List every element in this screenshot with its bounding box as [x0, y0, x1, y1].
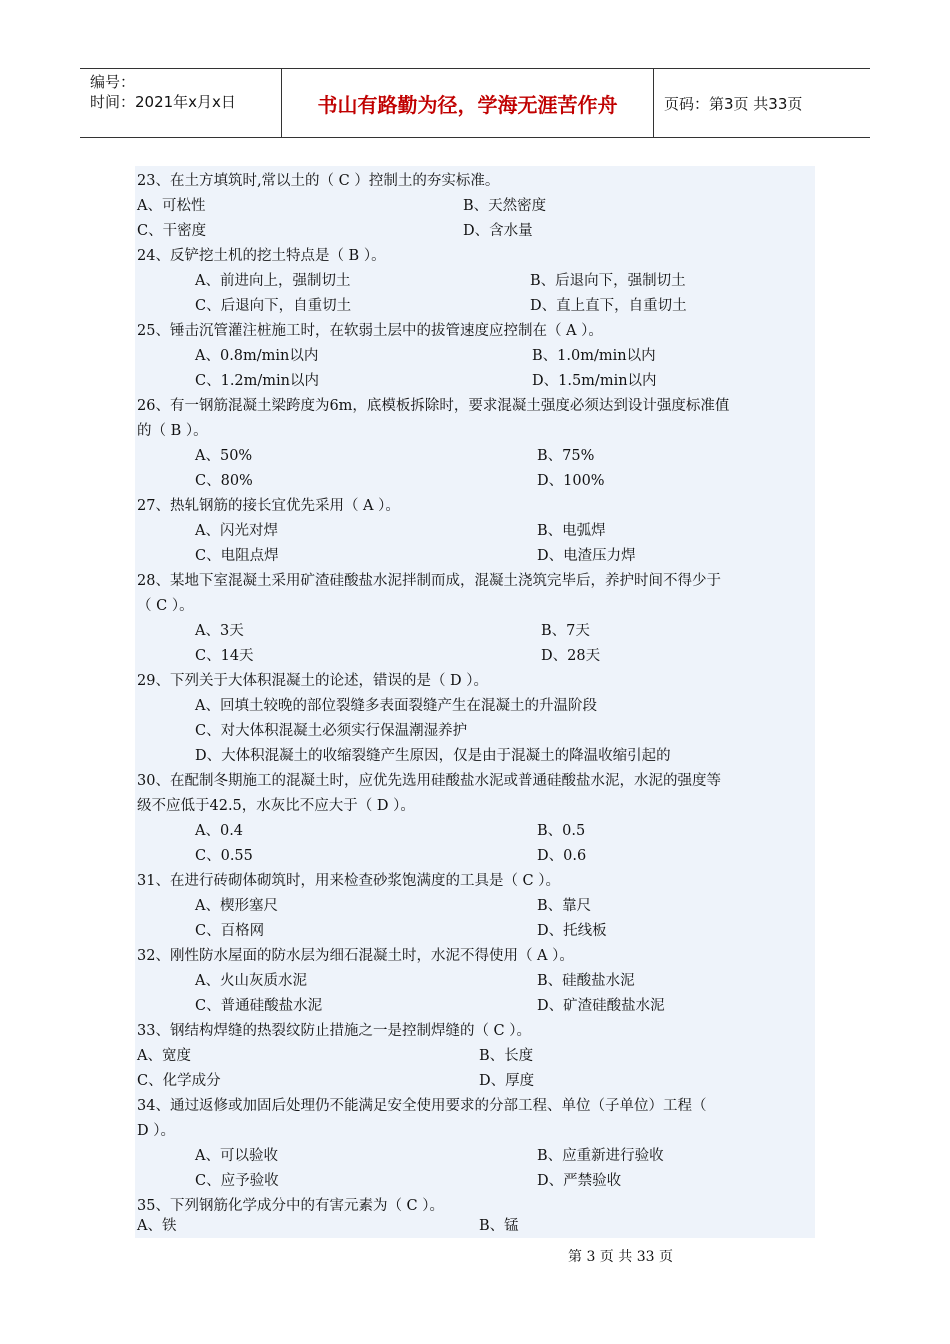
option-d: D、厚度 [479, 1073, 535, 1089]
option-b: B、75% [537, 448, 595, 464]
option-c: C、干密度 [137, 223, 207, 239]
page-header [80, 68, 870, 138]
option-b: B、锰 [479, 1218, 519, 1234]
option-a: A、铁 [137, 1218, 177, 1234]
option-b: B、后退向下，强制切土 [530, 273, 686, 289]
page-footer: 第 3 页 共 33 页 [568, 1249, 673, 1265]
option-c: C、后退向下，自重切土 [195, 298, 352, 314]
document-number-label: 编号： [90, 73, 136, 91]
option-c: C、80% [195, 473, 253, 489]
option-b: B、靠尺 [537, 898, 592, 914]
question-text: 35、下列钢筋化学成分中的有害元素为（ C ）。 [137, 1198, 445, 1214]
option-a: A、宽度 [137, 1048, 191, 1064]
option-a: A、0.8m/min以内 [195, 348, 319, 364]
question-text-continued: 的（ B ）。 [137, 423, 208, 439]
option-a: A、回填土较晚的部位裂缝多表面裂缝产生在混凝土的升温阶段 [195, 698, 597, 714]
question-text: 29、下列关于大体积混凝土的论述，错误的是（ D ）。 [137, 673, 489, 689]
question-text-continued: 级不应低于42.5，水灰比不应大于（ D ）。 [137, 798, 415, 814]
option-d: D、大体积混凝土的收缩裂缝产生原因，仅是由于混凝土的降温收缩引起的 [195, 748, 671, 764]
question-text: 23、在土方填筑时,常以土的（ C ）控制土的夯实标准。 [137, 173, 500, 189]
question-text: 34、通过返修或加固后处理仍不能满足安全使用要求的分部工程、单位（子单位）工程（ [137, 1098, 707, 1114]
question-text: 26、有一钢筋混凝土梁跨度为6m，底模板拆除时，要求混凝土强度必须达到设计强度标准值 [137, 398, 730, 414]
option-d: D、托线板 [537, 923, 607, 939]
question-list [135, 166, 815, 1238]
option-d: D、直上直下，自重切土 [530, 298, 687, 314]
option-d: D、0.6 [537, 848, 587, 864]
option-d: D、严禁验收 [537, 1173, 622, 1189]
document-date-label: 时间：2021年x月x日 [90, 93, 236, 111]
option-c: C、对大体积混凝土必须实行保温潮湿养护 [195, 723, 468, 739]
option-b: B、0.5 [537, 823, 586, 839]
option-b: B、长度 [479, 1048, 534, 1064]
option-c: C、百格网 [195, 923, 265, 939]
option-d: D、1.5m/min以内 [532, 373, 657, 389]
question-text-continued: D ）。 [137, 1123, 175, 1139]
header-meta [80, 69, 282, 137]
question-text: 24、反铲挖土机的挖土特点是（ B ）。 [137, 248, 386, 264]
option-a: A、楔形塞尺 [195, 898, 278, 914]
question-text: 31、在进行砖砌体砌筑时，用来检查砂浆饱满度的工具是（ C ）。 [137, 873, 561, 889]
option-b: B、天然密度 [463, 198, 547, 214]
option-d: D、100% [537, 473, 605, 489]
option-a: A、可以验收 [195, 1148, 278, 1164]
question-text: 25、锤击沉管灌注桩施工时，在软弱土层中的拔管速度应控制在（ A ）。 [137, 323, 603, 339]
question-text: 33、钢结构焊缝的热裂纹防止措施之一是控制焊缝的（ C ）。 [137, 1023, 532, 1039]
option-b: B、硅酸盐水泥 [537, 973, 635, 989]
option-b: B、电弧焊 [537, 523, 606, 539]
header-motto: 书山有路勤为径，学海无涯苦作舟 [282, 69, 654, 137]
option-b: B、7天 [541, 623, 590, 639]
option-c: C、应予验收 [195, 1173, 279, 1189]
question-text-continued: （ C ）。 [137, 598, 194, 614]
option-c: C、14天 [195, 648, 254, 664]
option-d: D、矿渣硅酸盐水泥 [537, 998, 665, 1014]
question-text: 28、某地下室混凝土采用矿渣硅酸盐水泥拌制而成，混凝土浇筑完毕后，养护时间不得少于 [137, 573, 721, 589]
question-text: 27、热轧钢筋的接长宜优先采用（ A ）。 [137, 498, 400, 514]
option-a: A、3天 [195, 623, 244, 639]
option-a: A、50% [195, 448, 253, 464]
option-c: C、0.55 [195, 848, 253, 864]
option-c: C、普通硅酸盐水泥 [195, 998, 323, 1014]
option-a: A、可松性 [137, 198, 206, 214]
option-a: A、前进向上，强制切土 [195, 273, 351, 289]
option-d: D、含水量 [463, 223, 533, 239]
option-c: C、1.2m/min以内 [195, 373, 320, 389]
option-c: C、化学成分 [137, 1073, 221, 1089]
option-c: C、电阻点焊 [195, 548, 279, 564]
option-b: B、1.0m/min以内 [532, 348, 656, 364]
question-text: 30、在配制冬期施工的混凝土时，应优先选用硅酸盐水泥或普通硅酸盐水泥，水泥的强度等 [137, 773, 721, 789]
option-a: A、0.4 [195, 823, 244, 839]
question-text: 32、刚性防水屋面的防水层为细石混凝土时，水泥不得使用（ A ）。 [137, 948, 574, 964]
option-b: B、应重新进行验收 [537, 1148, 664, 1164]
header-page-label: 页码：第3页 共33页 [664, 94, 803, 113]
option-d: D、电渣压力焊 [537, 548, 636, 564]
option-a: A、火山灰质水泥 [195, 973, 307, 989]
option-a: A、闪光对焊 [195, 523, 278, 539]
option-d: D、28天 [541, 648, 601, 664]
